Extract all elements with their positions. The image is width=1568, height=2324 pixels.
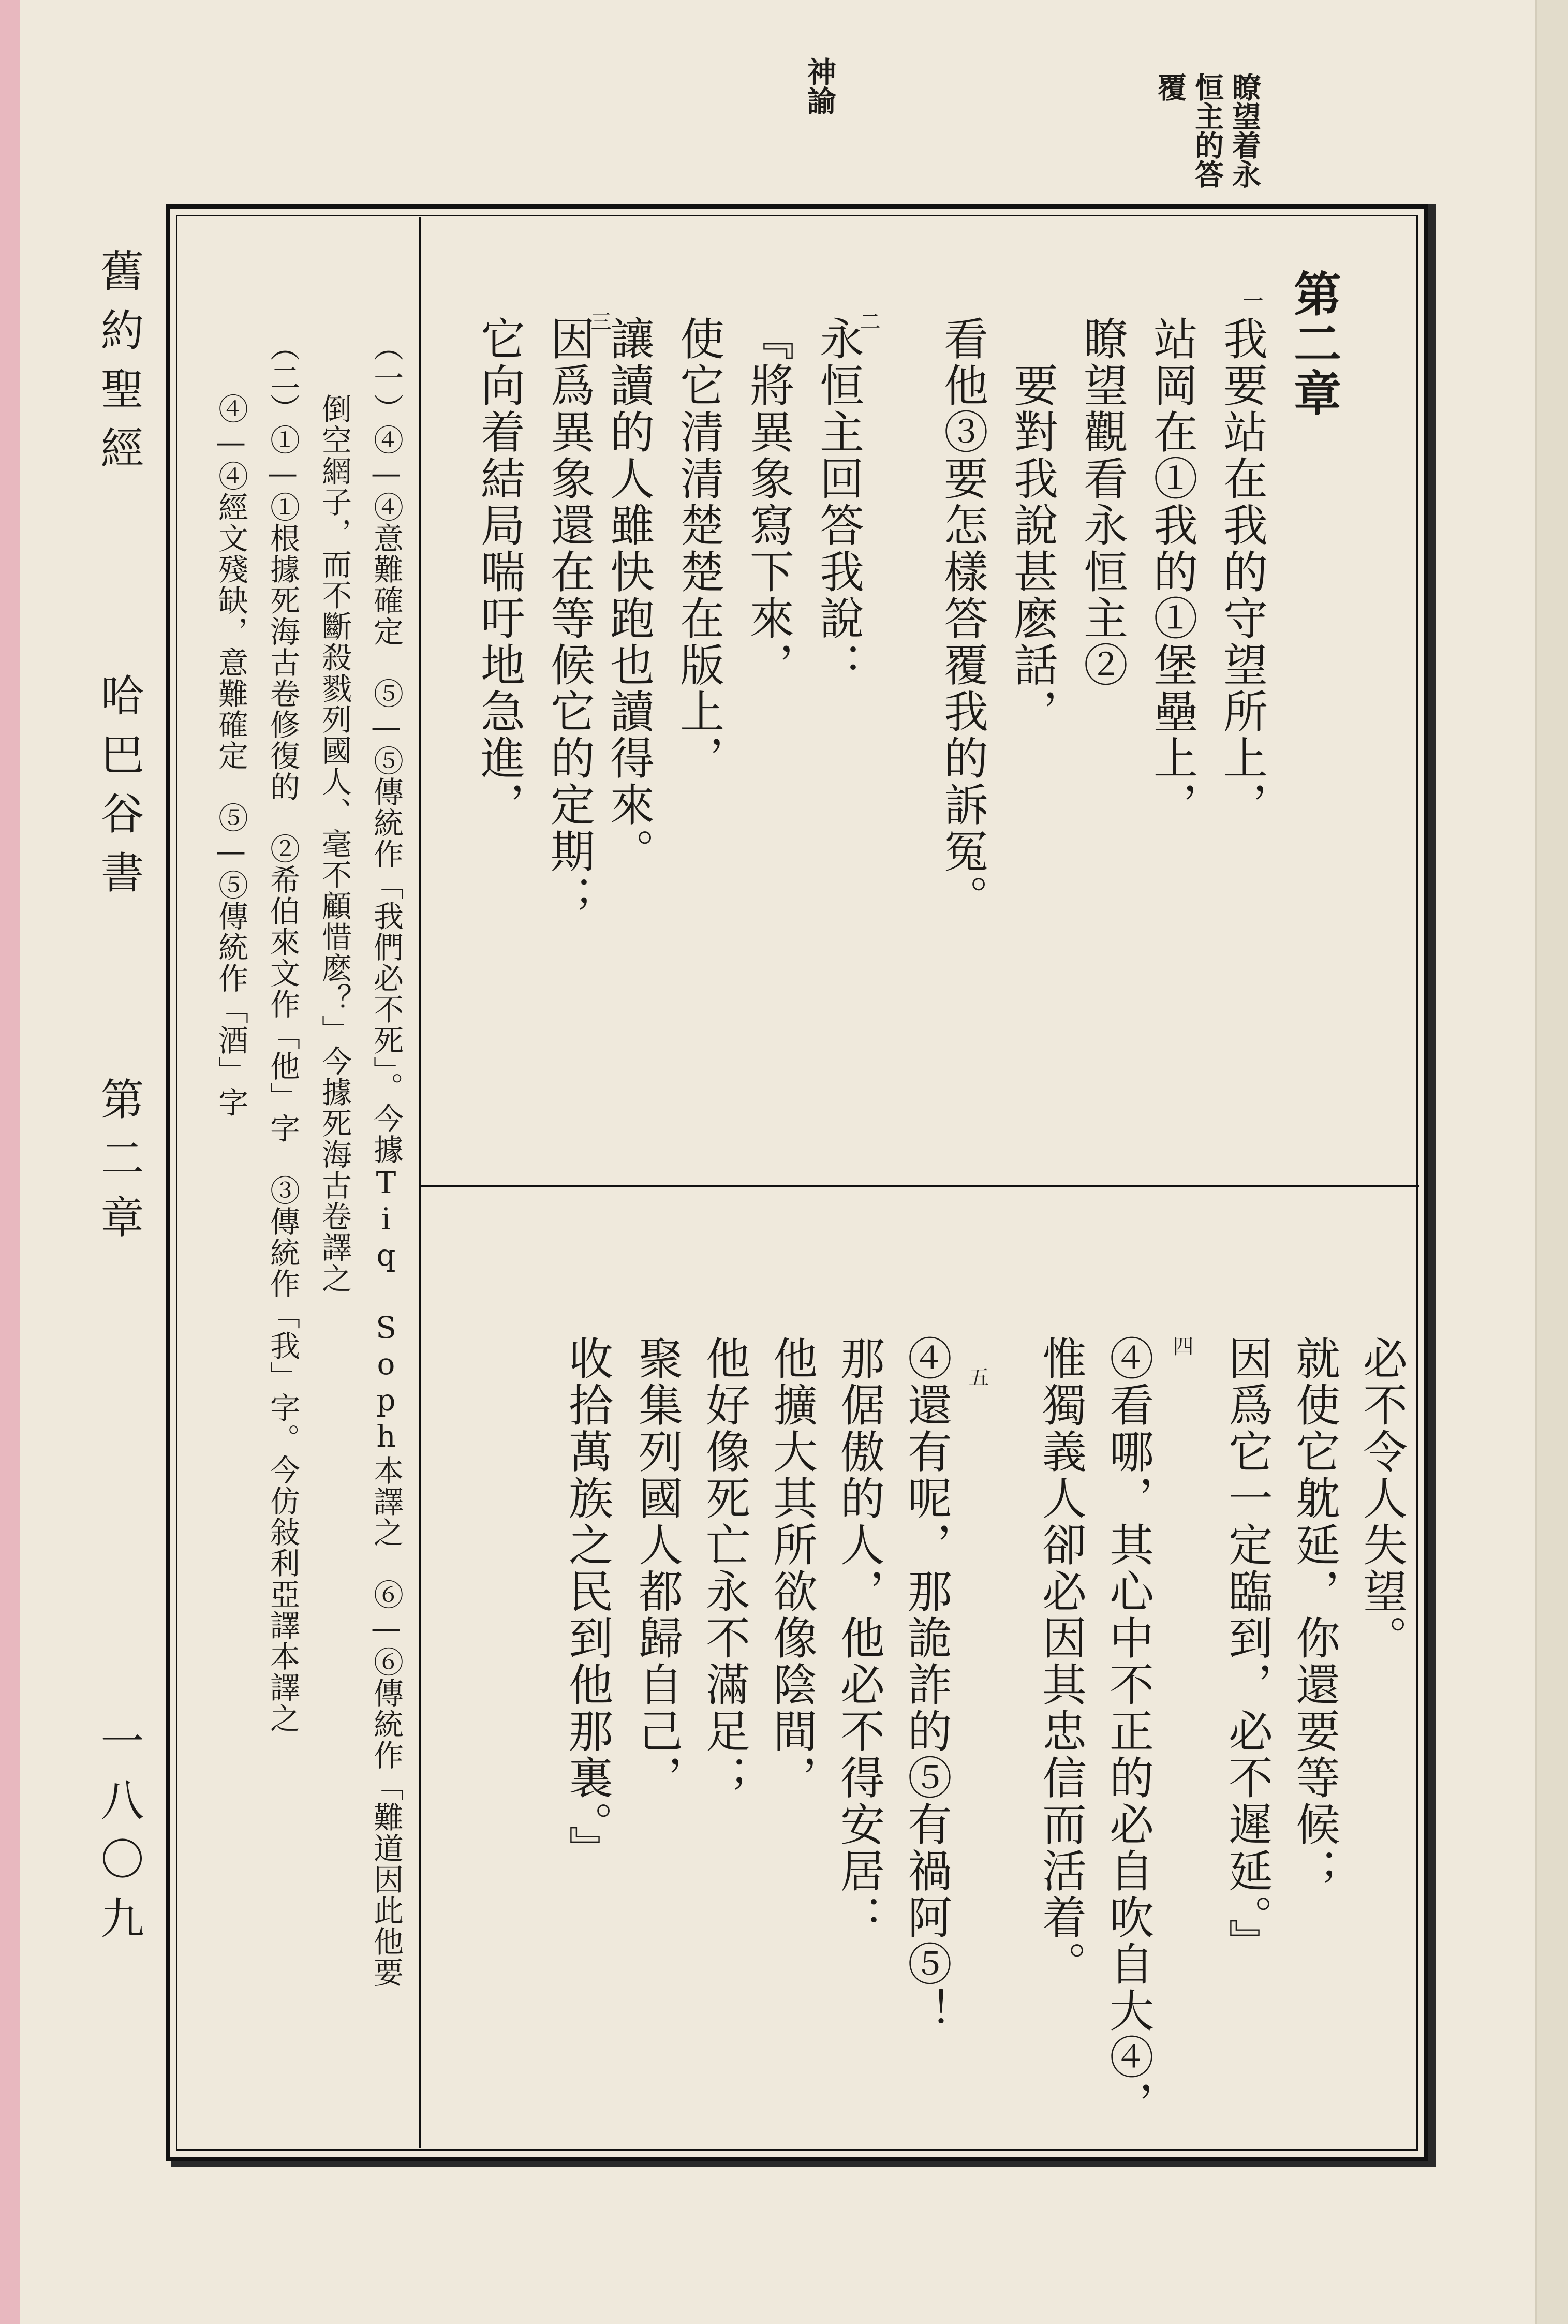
page-number: 一八〇九 bbox=[94, 1718, 144, 1954]
verse-line: 瞭望觀看永恒主② bbox=[1076, 316, 1128, 688]
header-title: 神諭 bbox=[803, 57, 837, 115]
verse-line: 使它清清楚楚在版上， bbox=[672, 316, 724, 782]
verse-line: 看他③要怎樣答覆我的訴冤。 bbox=[936, 316, 988, 921]
verse-number: 五 bbox=[965, 1366, 989, 1387]
verse-line: 因爲異象還在等候它的定期； bbox=[543, 316, 595, 921]
verse-line: 因爲它一定臨到，必不遲延。』 bbox=[1221, 1335, 1273, 1965]
verse-line: 它向着結局喘吁地急進， bbox=[473, 316, 525, 828]
verse-line: 他好像死亡永不滿足； bbox=[698, 1335, 750, 1801]
verse-number: 二 bbox=[856, 311, 880, 331]
verse-line: 我要站在我的守望所上， bbox=[1216, 316, 1267, 828]
header-line-1: 瞭望着永 bbox=[1227, 72, 1262, 188]
frame-shadow bbox=[171, 2161, 1436, 2167]
header-line-3: 覆 bbox=[1153, 72, 1187, 101]
verse-line: 惟獨義人卻必因其忠信而活着。 bbox=[1034, 1335, 1086, 1988]
verse-line: 那倨傲的人，他必不得安居： bbox=[833, 1335, 884, 1941]
verse-line: ④還有呢，那詭詐的⑤有禍阿⑤！ bbox=[900, 1335, 952, 2034]
page-edge-right bbox=[1535, 0, 1568, 2324]
chapter-heading: 第二章 bbox=[1286, 269, 1342, 418]
chapter-label: 第二章 bbox=[94, 1077, 144, 1254]
verse-line: 站岡在①我的①堡壘上， bbox=[1146, 316, 1197, 828]
verse-line: 必不令人失望。 bbox=[1355, 1335, 1407, 1661]
running-header bbox=[1151, 72, 1263, 197]
footnote-line: （二）①—①根據死海古卷修復的 ②希伯來文作「他」字 ③傳統作「我」字。今仿敍利亞譯本譯之 bbox=[265, 331, 300, 1734]
verse-line: 就使它躭延，你還要等候； bbox=[1288, 1335, 1340, 1894]
frame-shadow bbox=[1428, 204, 1436, 2166]
footnote-divider bbox=[419, 217, 421, 2148]
verse-line: 他擴大其所欲像陰間， bbox=[765, 1335, 817, 1801]
verse-number: 四 bbox=[1170, 1335, 1193, 1356]
footnote-line: 倒空網子，而不斷殺戮列國人、毫不顧惜麽？」今據死海古卷譯之 bbox=[317, 331, 352, 1294]
verse-line: 讓讀的人雖快跑也讀得來。 bbox=[602, 316, 654, 875]
book-name: 哈巴谷書 bbox=[94, 673, 144, 909]
footnote-line: （一）④—④意難確定 ⑤—⑤傳統作「我們必不死」。今據Tiq Soph本譯之 ⑥—⑥傳統作「難道因此他要 bbox=[368, 331, 404, 1988]
verse-line: 收拾萬族之民到他那裏。』 bbox=[561, 1335, 613, 1872]
footnote-line: ④—④經文殘缺，意難確定 ⑤—⑤傳統作「酒」字 bbox=[213, 331, 248, 1118]
page-edge-left bbox=[0, 0, 20, 2324]
verse-line: 聚集列國人都歸自己， bbox=[631, 1335, 683, 1801]
section-divider bbox=[421, 1185, 1419, 1187]
verse-line: 要對我說甚麽話， bbox=[1006, 316, 1058, 735]
book-title: 舊約聖經 bbox=[94, 248, 144, 484]
verse-line: 『將異象寫下來， bbox=[742, 316, 794, 688]
verse-number: 一 bbox=[1239, 290, 1263, 311]
verse-number: 三 bbox=[587, 311, 611, 331]
verse-line: ④看哪，其心中不正的必自吹自大④， bbox=[1102, 1335, 1153, 2127]
verse-line: 永恒主回答我說： bbox=[812, 316, 864, 688]
header-line-2: 恒主的答 bbox=[1190, 72, 1224, 188]
